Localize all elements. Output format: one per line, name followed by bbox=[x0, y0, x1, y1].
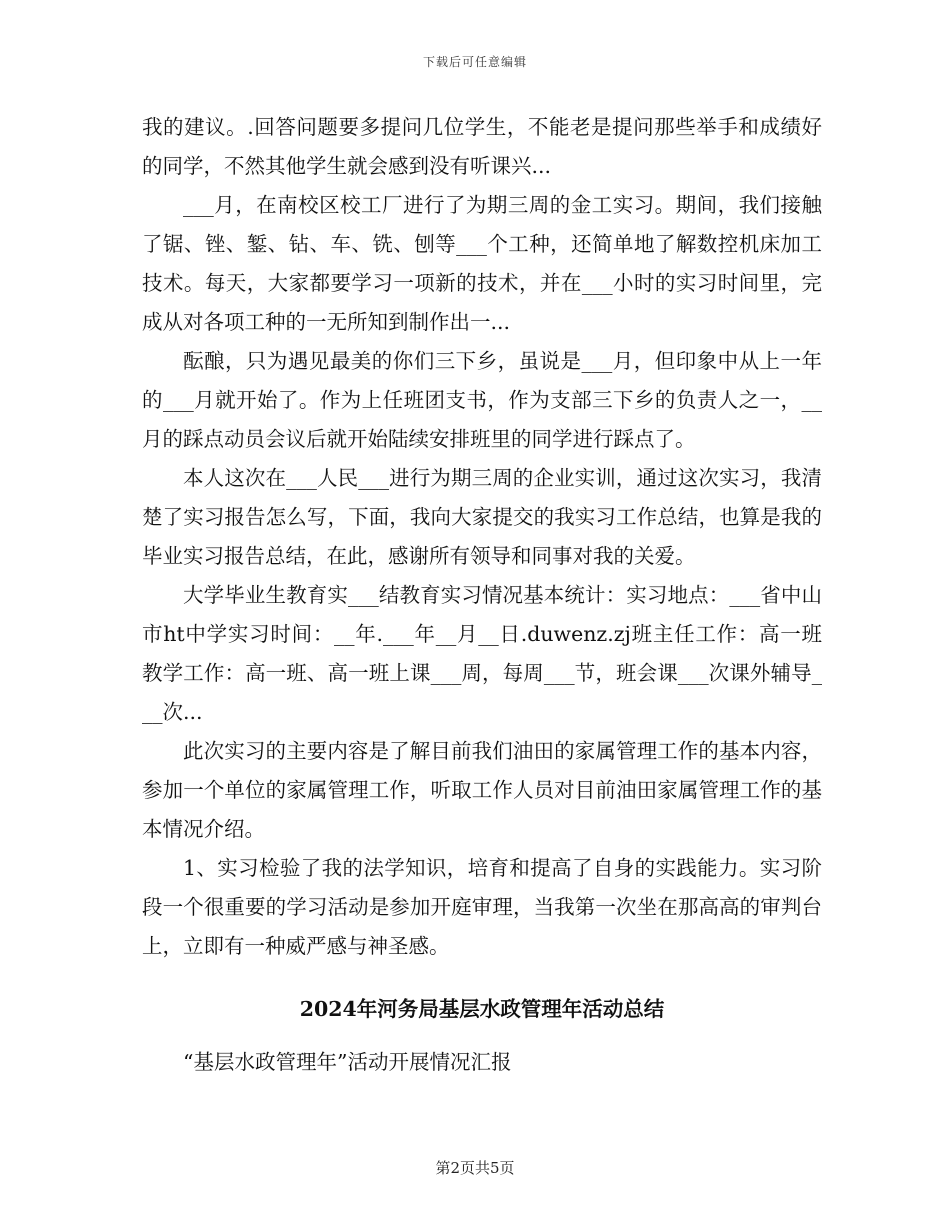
paragraph-2: ___月，在南校区校工厂进行了为期三周的金工实习。期间，我们接触了锯、锉、錾、钻、车、铣、刨等___个工种，还简单地了解数控机床加工技术。每天，大家都要学习一项新的技术，并在___小时的实习时间里，完成从对各项工种的一无所知到制作出一... bbox=[142, 193, 822, 334]
paragraph-7: 1、实习检验了我的法学知识，培育和提高了自身的实践能力。实习阶段一个很重要的学习活动是参加开庭审理，当我第一次坐在那高高的审判台上，立即有一种威严感与神圣感。 bbox=[142, 856, 822, 958]
paragraph-6: 此次实习的主要内容是了解目前我们油田的家属管理工作的基本内容，参加一个单位的家属管理工作，听取工作人员对目前油田家属管理工作的基本情况介绍。 bbox=[142, 739, 822, 841]
section-subtitle: “基层水政管理年”活动开展情况汇报 bbox=[183, 1050, 512, 1074]
paragraph-1: 我的建议。.回答问题要多提问几位学生，不能老是提问那些举手和成绩好的同学，不然其他学生就会感到没有听课兴... bbox=[142, 115, 822, 178]
paragraph-5: 大学毕业生教育实___结教育实习情况基本统计：实习地点：___省中山市ht中学实习时间：__年.___年__月__日.duwenz.zj班主任工作：高一班教学工作：高一班、高一班上课___周，每周___节，班会课___次课外辅导___次... bbox=[142, 583, 822, 724]
page-footer: 第2页共5页 bbox=[435, 1159, 515, 1177]
paragraph-3: 酝酿，只为遇见最美的你们三下乡，虽说是___月，但印象中从上一年的___月就开始了。作为上任班团支书，作为支部三下乡的负责人之一，__月的踩点动员会议后就开始陆续安排班里的同学进行踩点了。 bbox=[142, 349, 822, 451]
section-title: 2024年河务局基层水政管理年活动总结 bbox=[299, 997, 665, 1021]
paragraph-4: 本人这次在___人民___进行为期三周的企业实训，通过这次实习，我清楚了实习报告怎么写，下面，我向大家提交的我实习工作总结，也算是我的毕业实习报告总结，在此，感谢所有领导和同事对我的关爱。 bbox=[142, 466, 822, 568]
document-body bbox=[142, 108, 822, 1082]
page-header: 下载后可任意编辑 bbox=[422, 55, 527, 69]
